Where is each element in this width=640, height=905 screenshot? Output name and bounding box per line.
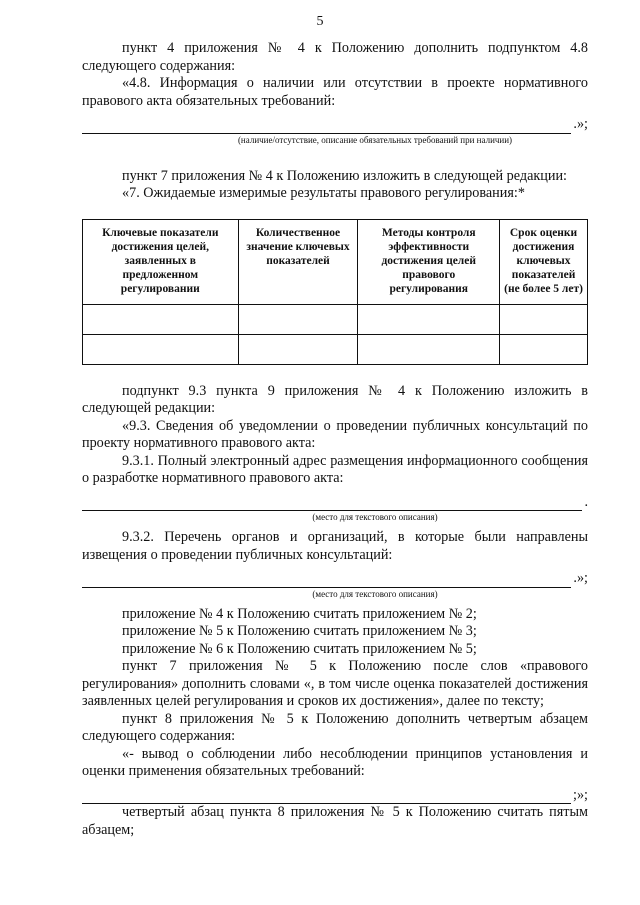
- sec1-tail: .»;: [573, 116, 588, 132]
- table-cell: [500, 304, 588, 334]
- sec1-quote: «4.8. Информация о наличии или отсутствии в проекте нормативного правового акта обязательных требований:: [82, 75, 588, 109]
- sec4-line2: приложение № 5 к Положению считать приложением № 3;: [122, 623, 477, 639]
- sec3-tail-2: .»;: [573, 570, 588, 586]
- sec3-caption-2: (место для текстового описания): [312, 588, 438, 599]
- table-header-cell: Количественное значение ключевых показателей: [238, 219, 358, 304]
- table-row: [83, 304, 588, 334]
- table-header-cell: Методы контроля эффективности достижения целей правового регулирования: [358, 219, 500, 304]
- sec3-p932: 9.3.2. Перечень органов и организаций, в которые были направлены извещения о проведении публичных консультаций:: [82, 529, 588, 563]
- table-header-cell: Ключевые показатели достижения целей, заявленных в предложенном регулировании: [83, 219, 239, 304]
- blank-rule: [82, 496, 582, 511]
- table-row: [83, 334, 588, 364]
- sec3-tail-1: .: [584, 493, 588, 510]
- table-header-cell: Срок оценки достижения ключевых показателей (не более 5 лет): [500, 219, 588, 304]
- table-cell: [83, 334, 239, 364]
- sec4-quote: «- вывод о соблюдении либо несоблюдении принципов установления и оценки применения обязательных требований:: [82, 745, 588, 779]
- table-cell: [500, 334, 588, 364]
- sec4-line1: приложение № 4 к Положению считать приложением № 2;: [122, 605, 477, 622]
- blank-rule: [82, 119, 571, 134]
- page-number: 5: [316, 14, 324, 29]
- sec3-caption-1: (место для текстового описания): [312, 512, 438, 522]
- sec4-p8: пункт 8 приложения № 5 к Положению дополнить четвертым абзацем следующего содержания:: [82, 710, 588, 744]
- sec2-quote: «7. Ожидаемые измеримые результаты правового регулирования:*: [122, 185, 525, 201]
- sec1-blank-line: [82, 116, 588, 134]
- blank-rule: [82, 789, 571, 804]
- results-table: [82, 219, 588, 365]
- table-cell: [238, 334, 358, 364]
- sec3-blank-line-1: [82, 494, 588, 512]
- document-body: [82, 40, 588, 839]
- sec3-intro: подпункт 9.3 пункта 9 приложения № 4 к Положению изложить в следующей редакции:: [82, 382, 588, 416]
- sec3-blank-line-2: [82, 570, 588, 588]
- sec4-line3: приложение № 6 к Положению считать приложением № 5;: [122, 640, 477, 657]
- sec3-p931: 9.3.1. Полный электронный адрес размещения информационного сообщения о разработке нормативного правового акта:: [82, 452, 588, 486]
- sec1-intro: пункт 4 приложения № 4 к Положению дополнить подпунктом 4.8 следующего содержания:: [82, 40, 588, 74]
- sec4-blank-line: [82, 787, 588, 805]
- sec3-quote: «9.3. Сведения об уведомлении о проведении публичных консультаций по проекту нормативного правового акта:: [82, 417, 588, 451]
- sec4-last: четвертый абзац пункта 8 приложения № 5 к Положению считать пятым абзацем;: [82, 804, 588, 838]
- sec1-caption: (наличие/отсутствие, описание обязательных требований при наличии): [237, 134, 513, 145]
- table-cell: [358, 304, 500, 334]
- sec4-tail: ;»;: [573, 786, 588, 803]
- table-cell: [83, 304, 239, 334]
- table-header-row: [83, 219, 588, 304]
- table-cell: [238, 304, 358, 334]
- table-cell: [358, 334, 500, 364]
- blank-rule: [82, 573, 571, 588]
- sec4-p7: пункт 7 приложения № 5 к Положению после слов «правового регулирования» дополнить словами «, в том числе оценка показателей достижения заявленных целей регулирования и сроков их достижения», далее по тексту;: [82, 658, 588, 709]
- sec2-intro: пункт 7 приложения № 4 к Положению изложить в следующей редакции:: [122, 167, 567, 184]
